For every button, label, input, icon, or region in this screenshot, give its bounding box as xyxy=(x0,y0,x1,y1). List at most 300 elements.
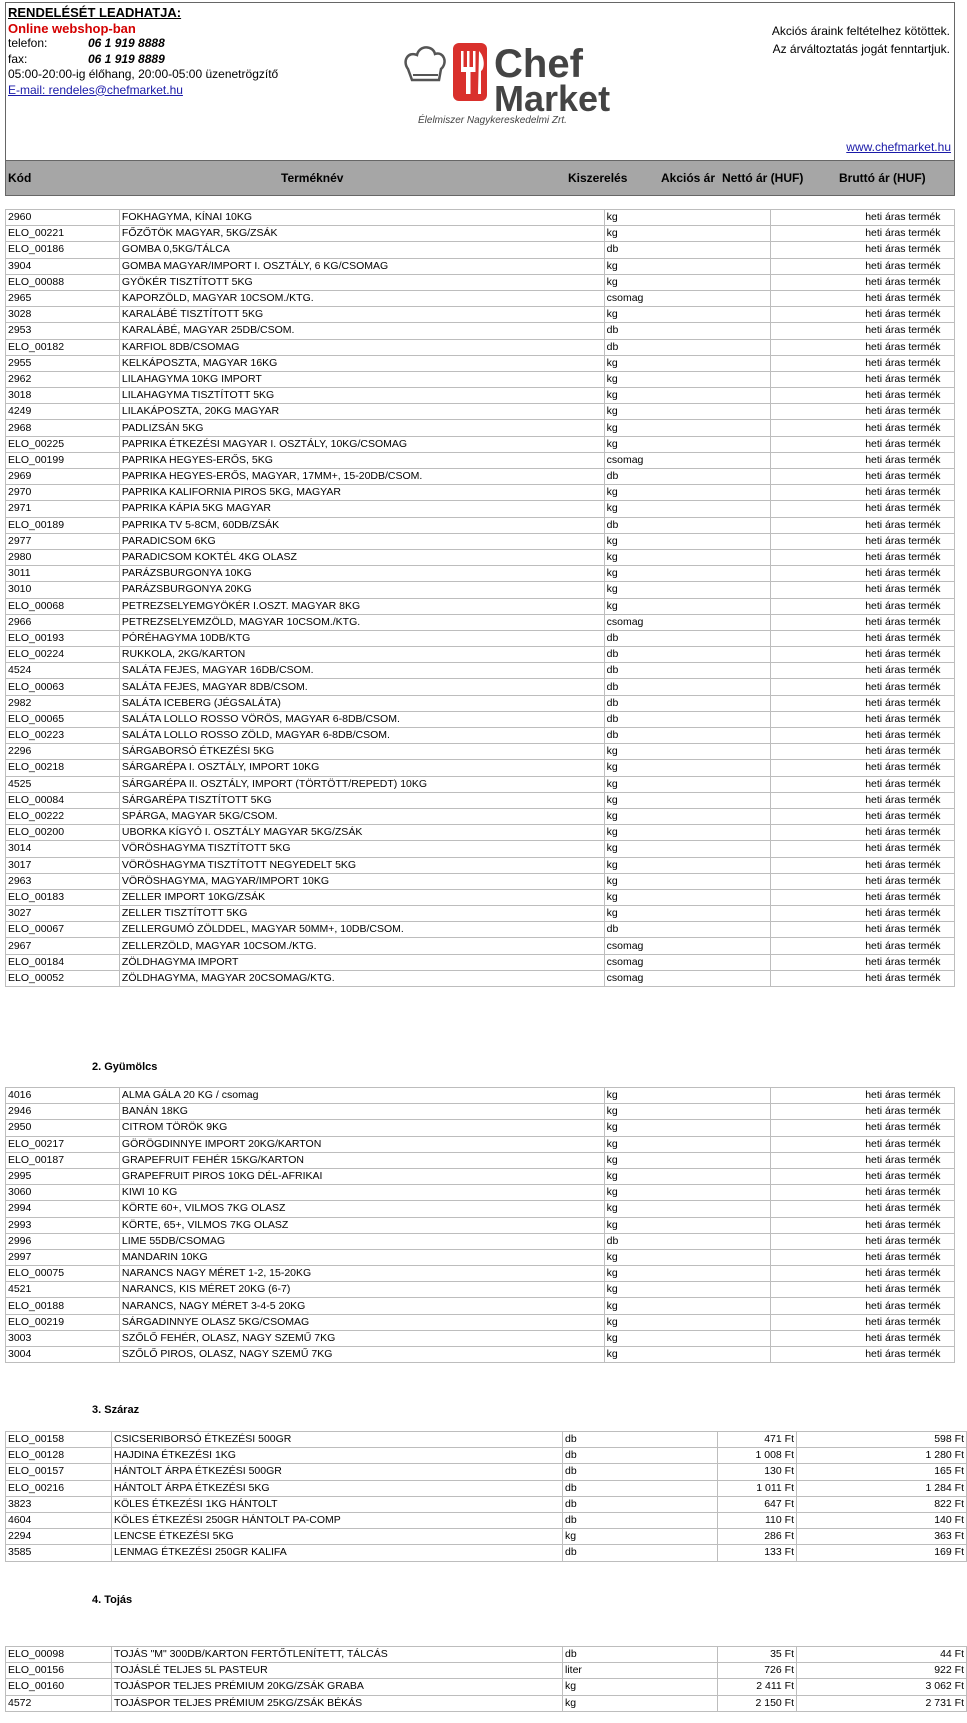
weekly-price-note: heti áras termék xyxy=(771,1330,955,1346)
product-unit: db xyxy=(604,922,771,938)
product-name: PAPRIKA KÁPIA 5KG MAGYAR xyxy=(119,501,604,517)
table-row xyxy=(6,582,955,598)
product-code: 2967 xyxy=(6,938,120,954)
product-name: SZŐLŐ FEHÉR, OLASZ, NAGY SZEMŰ 7KG xyxy=(119,1330,604,1346)
product-code: 2960 xyxy=(6,210,120,226)
product-code: 3010 xyxy=(6,582,120,598)
table-row xyxy=(6,1663,967,1679)
col-name: Terméknév xyxy=(281,171,344,185)
product-name: CSICSERIBORSÓ ÉTKEZÉSI 500GR xyxy=(112,1432,563,1448)
table-row xyxy=(6,1695,967,1711)
product-unit: db xyxy=(604,647,771,663)
table-row xyxy=(6,728,955,744)
product-unit: kg xyxy=(604,210,771,226)
product-name: TOJÁSPOR TELJES PRÉMIUM 20KG/ZSÁK GRABA xyxy=(112,1679,563,1695)
weekly-price-note: heti áras termék xyxy=(771,614,955,630)
table-row xyxy=(6,760,955,776)
net-price: 110 Ft xyxy=(718,1512,797,1528)
product-unit: db xyxy=(563,1432,718,1448)
table-row xyxy=(6,242,955,258)
product-unit: csomag xyxy=(604,290,771,306)
product-code: 3027 xyxy=(6,906,120,922)
table-row xyxy=(6,695,955,711)
net-price: 35 Ft xyxy=(718,1647,797,1663)
section-title-eggs: 4. Tojás xyxy=(92,1594,133,1606)
product-unit: kg xyxy=(604,549,771,565)
table-row xyxy=(6,258,955,274)
product-code: 3585 xyxy=(6,1545,112,1561)
product-code: ELO_00216 xyxy=(6,1480,112,1496)
product-code: ELO_00221 xyxy=(6,226,120,242)
product-name: NARANCS, KIS MÉRET 20KG (6-7) xyxy=(119,1282,604,1298)
weekly-price-note: heti áras termék xyxy=(771,825,955,841)
product-unit: kg xyxy=(604,889,771,905)
weekly-price-note: heti áras termék xyxy=(771,1120,955,1136)
product-code: 2966 xyxy=(6,614,120,630)
document-header xyxy=(5,2,955,160)
product-name: KÖLES ÉTKEZÉSI 1KG HÁNTOLT xyxy=(112,1496,563,1512)
table-row xyxy=(6,1448,967,1464)
product-unit: kg xyxy=(604,1347,771,1363)
product-code: ELO_00063 xyxy=(6,679,120,695)
weekly-price-note: heti áras termék xyxy=(771,1088,955,1104)
product-code: 2996 xyxy=(6,1233,120,1249)
weekly-price-note: heti áras termék xyxy=(771,841,955,857)
product-name: SÁRGARÉPA I. OSZTÁLY, IMPORT 10KG xyxy=(119,760,604,776)
product-code: 3004 xyxy=(6,1347,120,1363)
product-unit: db xyxy=(604,679,771,695)
table-row xyxy=(6,889,955,905)
product-name: LENMAG ÉTKEZÉSI 250GR KALIFA xyxy=(112,1545,563,1561)
product-unit: kg xyxy=(604,776,771,792)
product-code: 2969 xyxy=(6,469,120,485)
product-name: PARADICSOM 6KG xyxy=(119,533,604,549)
product-name: MANDARIN 10KG xyxy=(119,1249,604,1265)
product-unit: db xyxy=(563,1496,718,1512)
product-unit: db xyxy=(563,1448,718,1464)
col-sale-price: Akciós ár xyxy=(661,171,716,185)
product-unit: kg xyxy=(604,307,771,323)
product-unit: kg xyxy=(604,1298,771,1314)
product-name: ZÖLDHAGYMA IMPORT xyxy=(119,954,604,970)
weekly-price-note: heti áras termék xyxy=(771,1266,955,1282)
product-unit: kg xyxy=(604,808,771,824)
product-unit: db xyxy=(604,517,771,533)
net-price: 1 011 Ft xyxy=(718,1480,797,1496)
product-unit: kg xyxy=(604,1330,771,1346)
weekly-price-note: heti áras termék xyxy=(771,226,955,242)
weekly-price-note: heti áras termék xyxy=(771,906,955,922)
product-code: 4249 xyxy=(6,404,120,420)
weekly-price-note: heti áras termék xyxy=(771,258,955,274)
product-code: 3060 xyxy=(6,1185,120,1201)
product-unit: db xyxy=(604,728,771,744)
table-row xyxy=(6,841,955,857)
product-code: 2946 xyxy=(6,1104,120,1120)
product-unit: db xyxy=(563,1512,718,1528)
table-row xyxy=(6,1120,955,1136)
product-unit: db xyxy=(563,1480,718,1496)
product-code: 2963 xyxy=(6,873,120,889)
product-unit: kg xyxy=(604,1088,771,1104)
table-row xyxy=(6,420,955,436)
table-row xyxy=(6,1432,967,1448)
table-row xyxy=(6,452,955,468)
product-name: PAPRIKA HEGYES-ERŐS, MAGYAR, 17MM+, 15-20DB/CSOM. xyxy=(119,469,604,485)
net-price: 1 008 Ft xyxy=(718,1448,797,1464)
table-row xyxy=(6,647,955,663)
product-unit: kg xyxy=(604,485,771,501)
product-name: ZELLERGUMÓ ZÖLDDEL, MAGYAR 50MM+, 10DB/CSOM. xyxy=(119,922,604,938)
product-unit: kg xyxy=(604,226,771,242)
phone-row xyxy=(8,36,278,52)
table-row xyxy=(6,1233,955,1249)
col-net-price: Nettó ár (HUF) xyxy=(722,171,804,185)
weekly-price-note: heti áras termék xyxy=(771,857,955,873)
table-row xyxy=(6,1545,967,1561)
product-unit: kg xyxy=(604,404,771,420)
product-name: PARADICSOM KOKTÉL 4KG OLASZ xyxy=(119,549,604,565)
product-name: CITROM TÖRÖK 9KG xyxy=(119,1120,604,1136)
product-unit: kg xyxy=(604,760,771,776)
weekly-price-note: heti áras termék xyxy=(771,210,955,226)
product-unit: db xyxy=(604,695,771,711)
product-unit: kg xyxy=(604,1120,771,1136)
weekly-price-note: heti áras termék xyxy=(771,355,955,371)
product-unit: kg xyxy=(604,1266,771,1282)
product-code: ELO_00183 xyxy=(6,889,120,905)
gross-price: 169 Ft xyxy=(797,1545,967,1561)
table-row xyxy=(6,1314,955,1330)
weekly-price-note: heti áras termék xyxy=(771,566,955,582)
table-row xyxy=(6,371,955,387)
product-name: FŐZŐTÖK MAGYAR, 5KG/ZSÁK xyxy=(119,226,604,242)
table-row xyxy=(6,533,955,549)
product-name: GRAPEFRUIT FEHÉR 15KG/KARTON xyxy=(119,1152,604,1168)
product-name: ZELLER IMPORT 10KG/ZSÁK xyxy=(119,889,604,905)
product-unit: db xyxy=(604,630,771,646)
product-name: VÖRÖSHAGYMA, MAGYAR/IMPORT 10KG xyxy=(119,873,604,889)
product-name: GÖRÖGDINNYE IMPORT 20KG/KARTON xyxy=(119,1136,604,1152)
product-unit: kg xyxy=(604,1217,771,1233)
weekly-price-note: heti áras termék xyxy=(771,339,955,355)
table-row xyxy=(6,873,955,889)
product-name: PÓRÉHAGYMA 10DB/KTG xyxy=(119,630,604,646)
weekly-price-note: heti áras termék xyxy=(771,679,955,695)
product-unit: db xyxy=(604,339,771,355)
weekly-price-note: heti áras termék xyxy=(771,808,955,824)
phone-number: 06 1 919 8888 xyxy=(88,36,165,50)
table-row xyxy=(6,1512,967,1528)
product-name: KIWI 10 KG xyxy=(119,1185,604,1201)
table-row xyxy=(6,792,955,808)
product-code: 2296 xyxy=(6,744,120,760)
product-code: 2995 xyxy=(6,1168,120,1184)
product-name: TOJÁS "M" 300DB/KARTON FERTŐTLENÍTETT, TÁLCÁS xyxy=(112,1647,563,1663)
product-unit: db xyxy=(604,663,771,679)
net-price: 286 Ft xyxy=(718,1529,797,1545)
product-code: ELO_00084 xyxy=(6,792,120,808)
product-name: UBORKA KÍGYÓ I. OSZTÁLY MAGYAR 5KG/ZSÁK xyxy=(119,825,604,841)
product-unit: db xyxy=(563,1464,718,1480)
table-row xyxy=(6,226,955,242)
product-name: GYÖKÉR TISZTÍTOTT 5KG xyxy=(119,274,604,290)
product-code: ELO_00156 xyxy=(6,1663,112,1679)
product-code: 3904 xyxy=(6,258,120,274)
product-name: PETREZSELYEMZÖLD, MAGYAR 10CSOM./KTG. xyxy=(119,614,604,630)
gross-price: 363 Ft xyxy=(797,1529,967,1545)
product-name: TOJÁSPOR TELJES PRÉMIUM 25KG/ZSÁK BÉKÁS xyxy=(112,1695,563,1711)
product-code: ELO_00193 xyxy=(6,630,120,646)
weekly-price-note: heti áras termék xyxy=(771,242,955,258)
weekly-price-note: heti áras termék xyxy=(771,1104,955,1120)
product-name: KELKÁPOSZTA, MAGYAR 16KG xyxy=(119,355,604,371)
order-title: RENDELÉSÉT LEADHATJA: xyxy=(8,5,182,20)
product-code: ELO_00199 xyxy=(6,452,120,468)
net-price: 2 411 Ft xyxy=(718,1679,797,1695)
product-name: LILAKÁPOSZTA, 20KG MAGYAR xyxy=(119,404,604,420)
product-unit: kg xyxy=(563,1679,718,1695)
product-unit: liter xyxy=(563,1663,718,1679)
product-code: 2965 xyxy=(6,290,120,306)
product-name: KÖRTE 60+, VILMOS 7KG OLASZ xyxy=(119,1201,604,1217)
product-code: 3017 xyxy=(6,857,120,873)
eggs-table xyxy=(5,1646,967,1712)
weekly-price-note: heti áras termék xyxy=(771,889,955,905)
chef-hat-icon xyxy=(406,47,445,80)
product-code: 4521 xyxy=(6,1282,120,1298)
weekly-price-note: heti áras termék xyxy=(771,485,955,501)
product-name: ZÖLDHAGYMA, MAGYAR 20CSOMAG/KTG. xyxy=(119,970,604,986)
table-row xyxy=(6,388,955,404)
product-name: SALÁTA LOLLO ROSSO VÖRÖS, MAGYAR 6-8DB/CSOM. xyxy=(119,711,604,727)
weekly-price-note: heti áras termék xyxy=(771,1233,955,1249)
net-price: 726 Ft xyxy=(718,1663,797,1679)
product-name: KARFIOL 8DB/CSOMAG xyxy=(119,339,604,355)
table-row xyxy=(6,1298,955,1314)
table-row xyxy=(6,1330,955,1346)
contact-block xyxy=(8,5,278,98)
product-name: KAPORZÖLD, MAGYAR 10CSOM./KTG. xyxy=(119,290,604,306)
product-code: 2950 xyxy=(6,1120,120,1136)
net-price: 2 150 Ft xyxy=(718,1695,797,1711)
weekly-price-note: heti áras termék xyxy=(771,388,955,404)
fruit-table xyxy=(5,1087,955,1363)
product-name: SALÁTA FEJES, MAGYAR 8DB/CSOM. xyxy=(119,679,604,695)
weekly-price-note: heti áras termék xyxy=(771,598,955,614)
table-row xyxy=(6,469,955,485)
product-unit: kg xyxy=(604,274,771,290)
product-code: 2977 xyxy=(6,533,120,549)
table-row xyxy=(6,566,955,582)
product-code: ELO_00224 xyxy=(6,647,120,663)
product-name: SALÁTA FEJES, MAGYAR 16DB/CSOM. xyxy=(119,663,604,679)
net-price: 471 Ft xyxy=(718,1432,797,1448)
table-row xyxy=(6,210,955,226)
product-unit: db xyxy=(604,469,771,485)
product-unit: kg xyxy=(604,1201,771,1217)
product-unit: kg xyxy=(604,906,771,922)
product-name: FOKHAGYMA, KÍNAI 10KG xyxy=(119,210,604,226)
product-code: 2980 xyxy=(6,549,120,565)
product-unit: kg xyxy=(604,792,771,808)
product-name: TOJÁSLÉ TELJES 5L PASTEUR xyxy=(112,1663,563,1679)
product-unit: kg xyxy=(604,1185,771,1201)
fax-number: 06 1 919 8889 xyxy=(88,51,165,66)
product-unit: kg xyxy=(604,420,771,436)
weekly-price-note: heti áras termék xyxy=(771,744,955,760)
product-unit: kg xyxy=(604,1249,771,1265)
net-price: 647 Ft xyxy=(718,1496,797,1512)
product-unit: db xyxy=(563,1545,718,1561)
column-header-bar xyxy=(5,160,955,196)
product-unit: kg xyxy=(604,1104,771,1120)
chef-market-logo xyxy=(398,25,630,125)
product-unit: kg xyxy=(604,436,771,452)
product-code: 2953 xyxy=(6,323,120,339)
net-price: 130 Ft xyxy=(718,1464,797,1480)
product-name: ZELLER TISZTÍTOTT 5KG xyxy=(119,906,604,922)
product-unit: kg xyxy=(604,1152,771,1168)
product-code: ELO_00223 xyxy=(6,728,120,744)
weekly-price-note: heti áras termék xyxy=(771,371,955,387)
table-row xyxy=(6,404,955,420)
product-name: PARÁZSBURGONYA 20KG xyxy=(119,582,604,598)
col-gross-price: Bruttó ár (HUF) xyxy=(839,171,926,185)
weekly-price-note: heti áras termék xyxy=(771,1314,955,1330)
vegetable-table xyxy=(5,209,955,987)
product-unit: db xyxy=(604,323,771,339)
gross-price: 922 Ft xyxy=(797,1663,967,1679)
product-code: ELO_00182 xyxy=(6,339,120,355)
weekly-price-note: heti áras termék xyxy=(771,1217,955,1233)
table-row xyxy=(6,1679,967,1695)
product-code: ELO_00065 xyxy=(6,711,120,727)
weekly-price-note: heti áras termék xyxy=(771,420,955,436)
product-unit: kg xyxy=(563,1529,718,1545)
weekly-price-note: heti áras termék xyxy=(771,647,955,663)
product-name: HÁNTOLT ÁRPA ÉTKEZÉSI 5KG xyxy=(112,1480,563,1496)
product-code: 3018 xyxy=(6,388,120,404)
product-code: 2955 xyxy=(6,355,120,371)
fax-label: fax: xyxy=(8,51,28,66)
logo-subtitle: Élelmiszer Nagykereskedelmi Zrt. xyxy=(418,115,567,126)
table-row xyxy=(6,1529,967,1545)
website-link[interactable]: www.chefmarket.hu xyxy=(846,140,951,154)
table-row xyxy=(6,436,955,452)
col-code: Kód xyxy=(8,171,32,185)
col-unit: Kiszerelés xyxy=(568,171,628,185)
product-name: VÖRÖSHAGYMA TISZTÍTOTT 5KG xyxy=(119,841,604,857)
table-row xyxy=(6,1480,967,1496)
table-row xyxy=(6,501,955,517)
product-name: LILAHAGYMA TISZTÍTOTT 5KG xyxy=(119,388,604,404)
product-unit: kg xyxy=(604,1314,771,1330)
weekly-price-note: heti áras termék xyxy=(771,582,955,598)
weekly-price-note: heti áras termék xyxy=(771,922,955,938)
product-code: ELO_00219 xyxy=(6,1314,120,1330)
weekly-price-note: heti áras termék xyxy=(771,452,955,468)
product-code: 3028 xyxy=(6,307,120,323)
gross-price: 44 Ft xyxy=(797,1647,967,1663)
gross-price: 2 731 Ft xyxy=(797,1695,967,1711)
product-unit: kg xyxy=(604,582,771,598)
product-name: GOMBA MAGYAR/IMPORT I. OSZTÁLY, 6 KG/CSOMAG xyxy=(119,258,604,274)
weekly-price-note: heti áras termék xyxy=(771,517,955,533)
product-name: PADLIZSÁN 5KG xyxy=(119,420,604,436)
product-unit: kg xyxy=(604,388,771,404)
product-code: ELO_00098 xyxy=(6,1647,112,1663)
product-name: NARANCS, NAGY MÉRET 3-4-5 20KG xyxy=(119,1298,604,1314)
product-code: ELO_00067 xyxy=(6,922,120,938)
table-row xyxy=(6,1249,955,1265)
email-link[interactable]: E-mail: rendeles@chefmarket.hu xyxy=(8,82,183,97)
weekly-price-note: heti áras termék xyxy=(771,404,955,420)
product-code: ELO_00189 xyxy=(6,517,120,533)
product-code: 4524 xyxy=(6,663,120,679)
product-unit: csomag xyxy=(604,938,771,954)
product-code: 3823 xyxy=(6,1496,112,1512)
product-code: 2294 xyxy=(6,1529,112,1545)
weekly-price-note: heti áras termék xyxy=(771,776,955,792)
section-title-dry: 3. Száraz xyxy=(92,1404,140,1416)
weekly-price-note: heti áras termék xyxy=(771,1168,955,1184)
product-unit: kg xyxy=(604,1168,771,1184)
gross-price: 3 062 Ft xyxy=(797,1679,967,1695)
weekly-price-note: heti áras termék xyxy=(771,1152,955,1168)
weekly-price-note: heti áras termék xyxy=(771,290,955,306)
product-name: SZŐLŐ PIROS, OLASZ, NAGY SZEMŰ 7KG xyxy=(119,1347,604,1363)
weekly-price-note: heti áras termék xyxy=(771,469,955,485)
table-row xyxy=(6,1104,955,1120)
table-row xyxy=(6,1201,955,1217)
table-row xyxy=(6,1088,955,1104)
table-row xyxy=(6,1347,955,1363)
product-code: ELO_00186 xyxy=(6,242,120,258)
product-name: SÁRGARÉPA II. OSZTÁLY, IMPORT (TÖRTÖTT/REPEDT) 10KG xyxy=(119,776,604,792)
product-unit: kg xyxy=(604,1136,771,1152)
product-code: ELO_00160 xyxy=(6,1679,112,1695)
fax-row xyxy=(8,52,278,68)
table-row xyxy=(6,1136,955,1152)
table-row xyxy=(6,906,955,922)
weekly-price-note: heti áras termék xyxy=(771,323,955,339)
product-code: 4525 xyxy=(6,776,120,792)
product-code: ELO_00088 xyxy=(6,274,120,290)
webshop-label: Online webshop-ban xyxy=(8,20,136,36)
product-code: 2962 xyxy=(6,371,120,387)
product-code: 2982 xyxy=(6,695,120,711)
weekly-price-note: heti áras termék xyxy=(771,954,955,970)
product-unit: kg xyxy=(604,857,771,873)
product-name: PAPRIKA ÉTKEZÉSI MAGYAR I. OSZTÁLY, 10KG/CSOMAG xyxy=(119,436,604,452)
product-unit: kg xyxy=(604,598,771,614)
price-list-page xyxy=(5,2,955,196)
weekly-price-note: heti áras termék xyxy=(771,1298,955,1314)
weekly-price-note: heti áras termék xyxy=(771,1136,955,1152)
product-name: PETREZSELYEMGYÖKÉR I.OSZT. MAGYAR 8KG xyxy=(119,598,604,614)
product-code: ELO_00184 xyxy=(6,954,120,970)
weekly-price-note: heti áras termék xyxy=(771,1249,955,1265)
weekly-price-note: heti áras termék xyxy=(771,728,955,744)
product-code: 2968 xyxy=(6,420,120,436)
product-name: VÖRÖSHAGYMA TISZTÍTOTT NEGYEDELT 5KG xyxy=(119,857,604,873)
table-row xyxy=(6,1168,955,1184)
product-name: LIME 55DB/CSOMAG xyxy=(119,1233,604,1249)
weekly-price-note: heti áras termék xyxy=(771,1282,955,1298)
table-row xyxy=(6,1464,967,1480)
table-row xyxy=(6,857,955,873)
